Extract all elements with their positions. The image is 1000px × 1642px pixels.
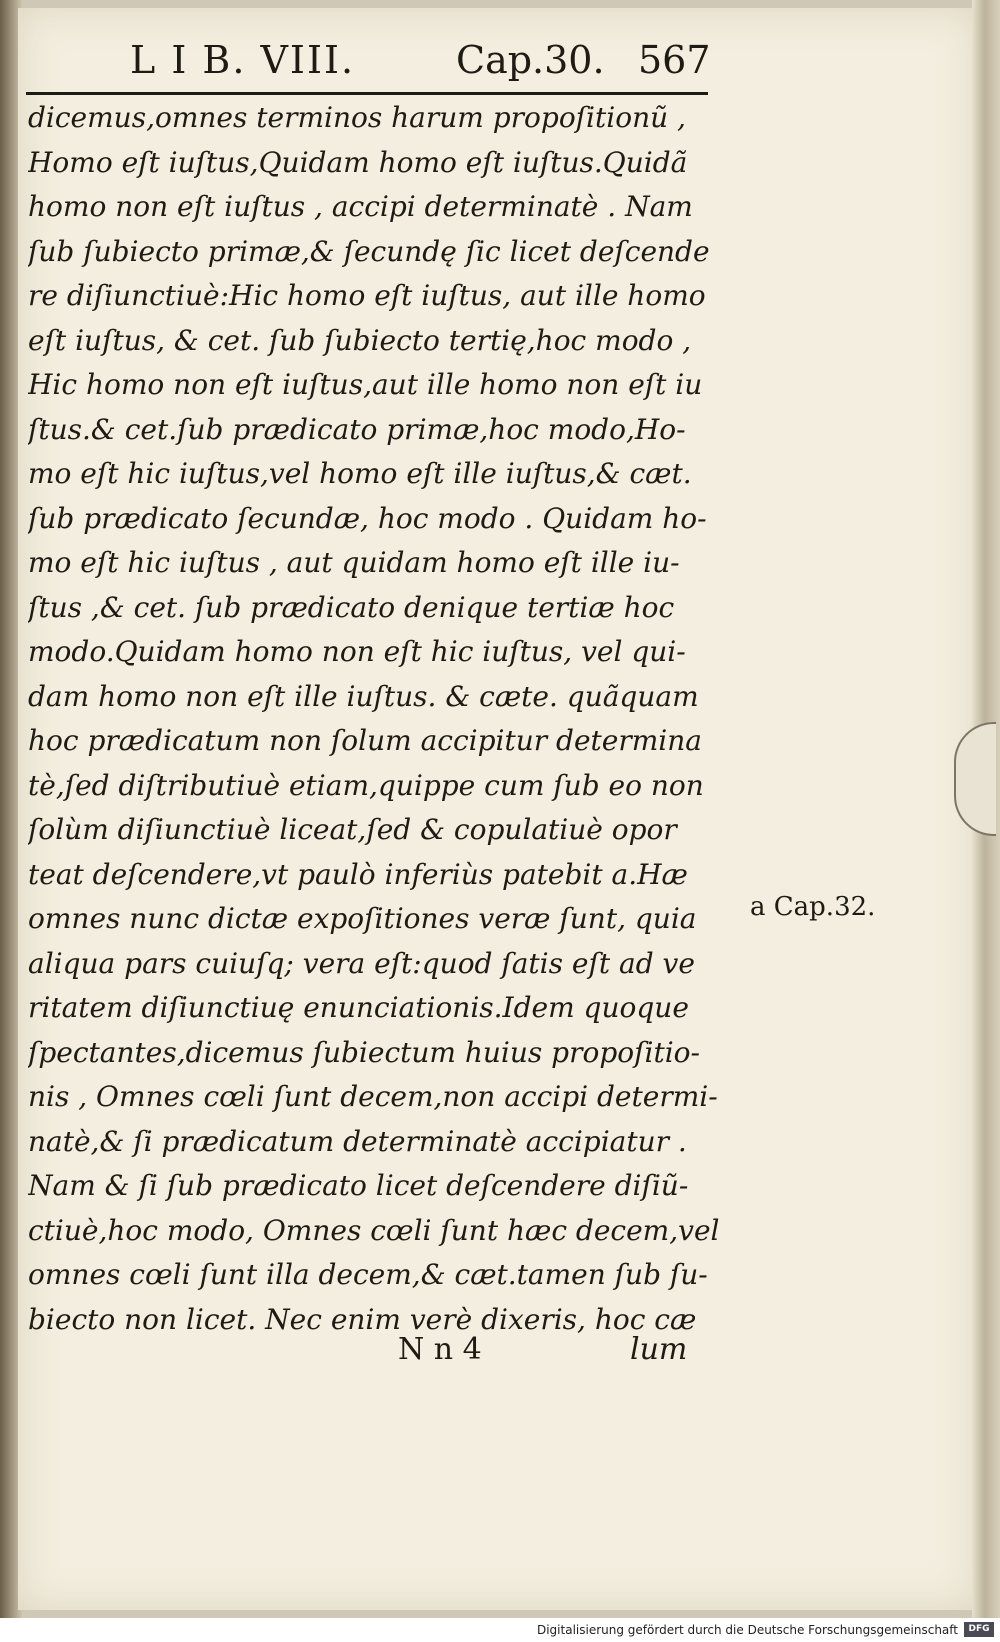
text-line: ſtus ,& cet. ſub prædicato denique tertiæ hoc (28, 590, 675, 624)
text-line: teat deſcendere,vt paulò inferiùs patebit a.Hæ (28, 857, 688, 891)
text-line: ſub prædicato ſecundæ, hoc modo . Quidam ho- (28, 501, 707, 535)
text-line: ſub ſubiecto primæ,& ſecundę ſic licet deſcende (28, 234, 710, 268)
footer-bar (0, 1618, 1000, 1642)
signature-mark: N n 4 (398, 1332, 482, 1367)
header-book: L I B. VIII. (130, 38, 356, 82)
text-line: ſolùm diſiunctiuè liceat,ſed & copulatiuè opor (28, 813, 677, 846)
text-line: ctiuè,hoc modo, Omnes cœli ſunt hæc decem,vel (28, 1213, 720, 1247)
margin-note: a Cap.32. (750, 892, 876, 922)
dfg-logo-icon: DFG (964, 1622, 994, 1637)
text-line: aliqua pars cuiuſq; vera eſt:quod ſatis eſt ad ve (28, 946, 695, 980)
header-chapter: Cap.30. (456, 38, 605, 82)
body-text (28, 96, 738, 1342)
text-line: hoc prædicatum non ſolum accipitur determina (28, 724, 702, 757)
text-line: mo eſt hic iuſtus , aut quidam homo eſt ille iu- (28, 546, 680, 579)
header-rule (26, 92, 708, 95)
text-line: homo non eſt iuſtus , accipi determinatè . Nam (28, 190, 693, 223)
text-line: omnes nunc dictæ expoſitiones veræ ſunt, quia (28, 902, 697, 935)
text-line: omnes cœli ſunt illa decem,& cæt.tamen ſub ſu- (28, 1258, 708, 1291)
page-number: 567 (638, 38, 711, 82)
footer-credit: Digitalisierung gefördert durch die Deutsche Forschungsgemeinschaft (536, 1623, 958, 1637)
text-line: re diſiunctiuè:Hic homo eſt iuſtus, aut ille homo (28, 279, 706, 312)
text-line: tè,ſed diſtributiuè etiam,quippe cum ſub eo non (28, 768, 704, 802)
text-line: ſtus.& cet.ſub prædicato primæ,hoc modo,Ho- (28, 412, 686, 446)
catchword: lum (630, 1332, 688, 1367)
text-line: Hic homo non eſt iuſtus,aut ille homo non eſt iu (28, 368, 703, 401)
text-line: eſt iuſtus, & cet. ſub ſubiecto tertię,hoc modo , (28, 323, 692, 357)
text-line: dam homo non eſt ille iuſtus. & cæte. quãquam (28, 679, 699, 713)
text-line: modo.Quidam homo non eſt hic iuſtus, vel qui- (28, 635, 686, 668)
text-line: ſpectantes,dicemus ſubiectum huius propoſitio- (28, 1035, 700, 1069)
text-line: natè,& ſi prædicatum determinatè accipiatur . (28, 1124, 687, 1158)
text-line: nis , Omnes cœli ſunt decem,non accipi determi- (28, 1080, 718, 1113)
text-line: dicemus,omnes terminos harum propoſitionũ , (28, 101, 686, 134)
text-line: biecto non licet. Nec enim verè dixeris, hoc cæ (28, 1302, 697, 1336)
text-line: mo eſt hic iuſtus,vel homo eſt ille iuſtus,& cæt. (28, 457, 692, 490)
text-line: Homo eſt iuſtus,Quidam homo eſt iuſtus.Quidã (28, 145, 688, 179)
clasp-tab (954, 722, 996, 836)
text-line: ritatem diſiunctiuę enunciationis.Idem quoque (28, 991, 689, 1024)
text-line: Nam & ſi ſub prædicato licet deſcendere diſiũ- (28, 1169, 689, 1202)
